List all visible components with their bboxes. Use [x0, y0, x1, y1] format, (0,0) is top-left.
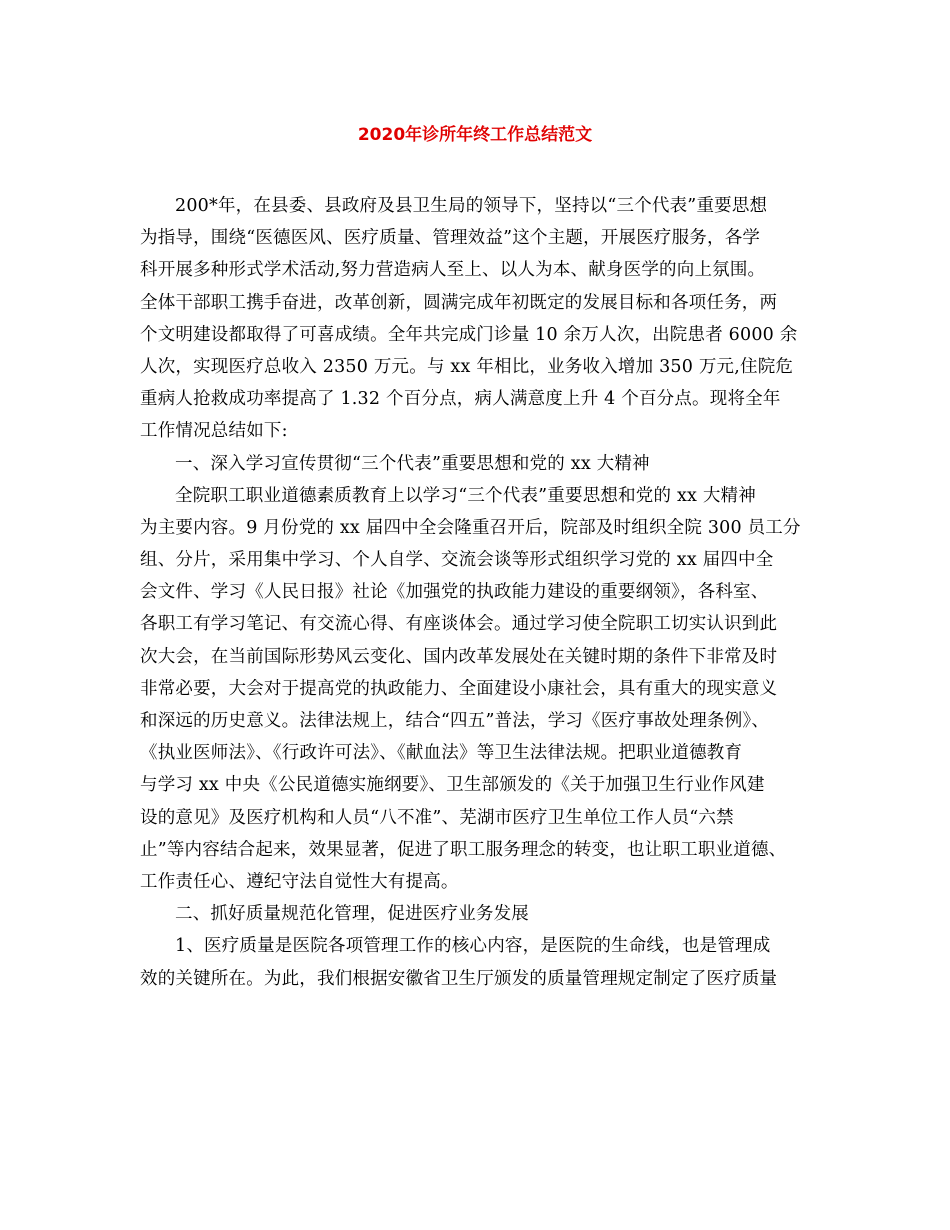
paragraph-line: 200*年，在县委、县政府及县卫生局的领导下，坚持以“三个代表”重要思想 — [175, 196, 768, 216]
paragraph-line: 科开展多种形式学术活动,努力营造病人至上、以人为本、献身医学的向上氛围。 — [140, 260, 766, 281]
paragraph-line: 组、分片，采用集中学习、个人自学、交流会谈等形式组织学习党的 xx 届四中全 — [140, 550, 774, 571]
paragraph-line: 会文件、学习《人民日报》社论《加强党的执政能力建设的重要纲领》，各科室、 — [140, 582, 769, 603]
paragraph-line: 止”等内容结合起来，效果显著，促进了职工服务理念的转变，也让职工职业道德、 — [140, 839, 787, 860]
paragraph-line: 为主要内容。9 月份党的 xx 届四中全会隆重召开后，院部及时组织全院 300 员工分 — [140, 517, 801, 538]
paragraph-line: 《执业医师法》、《行政许可法》、《献血法》等卫生法律法规。把职业道德教育 — [140, 743, 743, 764]
section-heading: 一、深入学习宣传贯彻“三个代表”重要思想和党的 xx 大精神 — [175, 453, 650, 474]
section-heading: 二、抓好质量规范化管理，促进医疗业务发展 — [175, 904, 529, 925]
paragraph-line: 非常必要，大会对于提高党的执政能力、全面建设小康社会，具有重大的现实意义 — [140, 678, 778, 699]
paragraph-line: 1、医疗质量是医院各项管理工作的核心内容，是医院的生命线，也是管理成 — [175, 936, 771, 957]
paragraph-line: 工作情况总结如下: — [140, 421, 288, 442]
document-body — [140, 190, 830, 995]
paragraph-line: 和深远的历史意义。法律法规上，结合“四五”普法，学习《医疗事故处理条例》、 — [140, 711, 770, 731]
paragraph-line: 人次，实现医疗总收入 2350 万元。与 xx 年相比，业务收入增加 350 万元,住院危 — [140, 356, 794, 377]
paragraph-line: 为指导，围绕“医德医风、医疗质量、管理效益”这个主题，开展医疗服务，各学 — [140, 228, 761, 249]
paragraph-line: 个文明建设都取得了可喜成绩。全年共完成门诊量 10 余万人次，出院患者 6000 余 — [140, 324, 798, 345]
paragraph-line: 全体干部职工携手奋进，改革创新，圆满完成年初既定的发展目标和各项任务，两 — [140, 292, 778, 313]
paragraph-line: 各职工有学习笔记、有交流心得、有座谈体会。通过学习使全院职工切实认识到此 — [140, 614, 778, 635]
paragraph-line: 全院职工职业道德素质教育上以学习“三个代表”重要思想和党的 xx 大精神 — [175, 485, 756, 506]
paragraph-line: 与学习 xx 中央《公民道德实施纲要》、卫生部颁发的《关于加强卫生行业作风建 — [140, 775, 765, 796]
paragraph-line: 设的意见》及医疗机构和人员“八不准”、芜湖市医疗卫生单位工作人员“六禁 — [140, 807, 734, 828]
document-title: 2020年诊所年终工作总结范文 — [357, 125, 593, 145]
paragraph-line: 次大会，在当前国际形势风云变化、国内改革发展处在关键时期的条件下非常及时 — [140, 646, 778, 667]
paragraph-line: 工作责任心、遵纪守法自觉性大有提高。 — [140, 871, 459, 892]
paragraph-line: 效的关键所在。为此，我们根据安徽省卫生厅颁发的质量管理规定制定了医疗质量 — [140, 968, 778, 989]
paragraph-line: 重病人抢救成功率提高了 1.32 个百分点，病人满意度上升 4 个百分点。现将全年 — [140, 389, 781, 410]
